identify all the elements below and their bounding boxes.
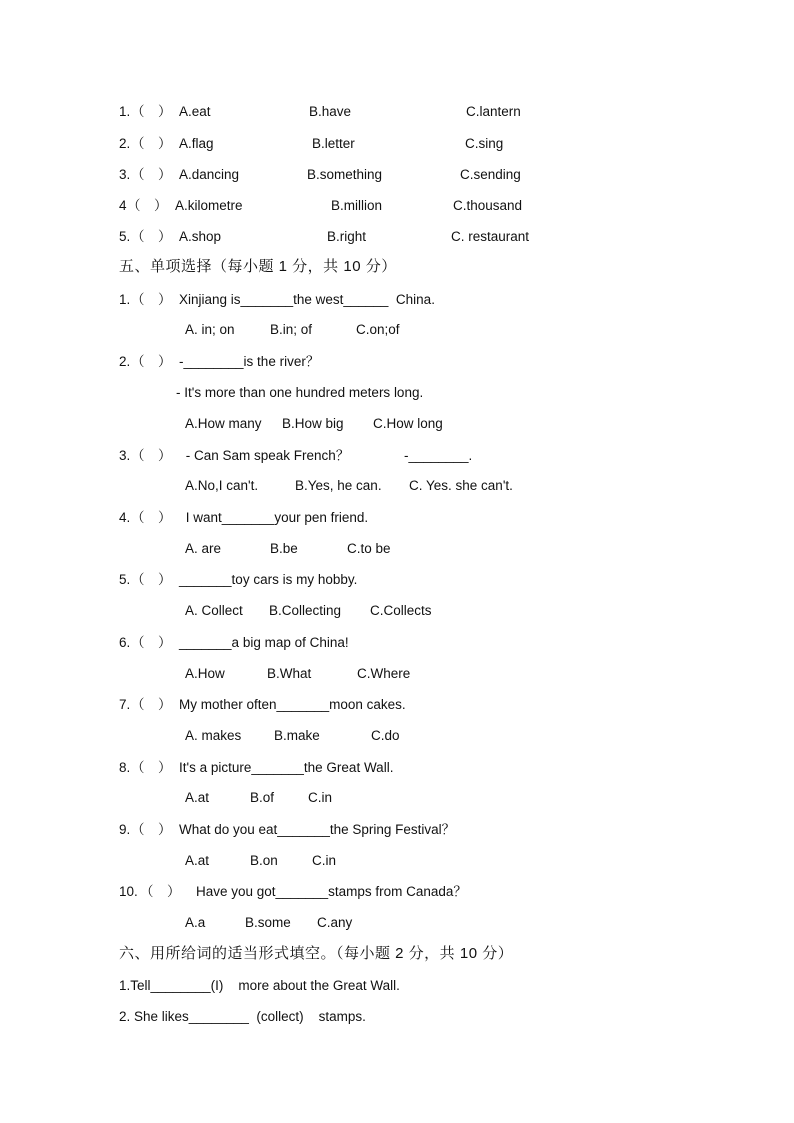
- question-number: 10.: [119, 884, 138, 899]
- fill-blank-item-1[interactable]: 1.Tell________(I) more about the Great Wall.: [119, 978, 400, 993]
- option-b: B.in; of: [270, 322, 313, 337]
- question-number: 1.: [119, 104, 131, 119]
- option-b: B.How big: [282, 416, 344, 431]
- question-number: 8.: [119, 760, 131, 775]
- option-c: C.lantern: [466, 104, 521, 119]
- option-b: B.of: [250, 790, 275, 805]
- option-b: B.have: [309, 104, 352, 119]
- option-c: C.How long: [373, 416, 443, 431]
- option-a: A.at: [185, 853, 210, 868]
- section-heading-part6: 六、用所给词的适当形式填空。（每小题 2 分，共 10 分）: [119, 945, 514, 962]
- option-b: B.some: [245, 915, 291, 930]
- question-text: Xinjiang is_______the west______ China.: [179, 292, 435, 307]
- option-a: A.at: [185, 790, 210, 805]
- question-text: Have you got_______stamps from Canada？: [196, 884, 467, 899]
- option-b: B.Collecting: [269, 603, 342, 618]
- question-number: 2.: [119, 354, 131, 369]
- option-a: A. Collect: [185, 603, 243, 618]
- option-b: B.What: [267, 666, 312, 681]
- option-b: B.letter: [312, 136, 355, 151]
- question-text: What do you eat_______the Spring Festival？: [179, 822, 456, 837]
- option-a: A.flag: [179, 136, 214, 151]
- question-number: 9.: [119, 822, 131, 837]
- option-c: C.Collects: [370, 603, 432, 618]
- option-b: B.on: [250, 853, 278, 868]
- option-a: A.shop: [179, 229, 222, 244]
- answer-blank[interactable]: （ ）: [140, 884, 181, 899]
- option-c: C.sing: [465, 136, 504, 151]
- question-number: 1.: [119, 292, 131, 307]
- question-text: -________is the river？: [179, 354, 320, 369]
- answer-blank[interactable]: （ ）: [131, 697, 172, 712]
- option-c: C.in: [308, 790, 333, 805]
- option-a: A.kilometre: [175, 198, 243, 213]
- section-heading-part5: 五、单项选择（每小题 1 分，共 10 分）: [119, 258, 397, 275]
- answer-blank[interactable]: （ ）: [131, 510, 172, 525]
- reply-text: -________.: [404, 448, 473, 463]
- option-c: C.to be: [347, 541, 391, 556]
- question-number: 5.: [119, 229, 131, 244]
- option-c: C. Yes. she can't.: [409, 478, 513, 493]
- answer-blank[interactable]: （ ）: [131, 572, 172, 587]
- question-number: 3.: [119, 448, 131, 463]
- option-c: C.Where: [357, 666, 411, 681]
- fill-blank-item-2[interactable]: 2. She likes________ (collect) stamps.: [119, 1009, 366, 1024]
- option-a: A.dancing: [179, 167, 240, 182]
- option-a: A.a: [185, 915, 206, 930]
- option-a: A.How: [185, 666, 225, 681]
- question-text: _______a big map of China!: [179, 635, 349, 650]
- answer-blank[interactable]: （ ）: [131, 104, 172, 119]
- answer-blank[interactable]: （ ）: [131, 354, 172, 369]
- answer-blank[interactable]: （ ）: [131, 292, 172, 307]
- option-c: C. restaurant: [451, 229, 530, 244]
- option-c: C.any: [317, 915, 353, 930]
- option-b: B.million: [331, 198, 383, 213]
- option-a: A. are: [185, 541, 222, 556]
- option-a: A.eat: [179, 104, 211, 119]
- option-c: C.on;of: [356, 322, 400, 337]
- reply-text: - It's more than one hundred meters long.: [176, 385, 424, 400]
- answer-blank[interactable]: （ ）: [131, 229, 172, 244]
- answer-blank[interactable]: （ ）: [131, 822, 172, 837]
- question-text: - Can Sam speak French？: [182, 448, 350, 463]
- option-a: A. in; on: [185, 322, 235, 337]
- answer-blank[interactable]: （ ）: [131, 167, 172, 182]
- question-number: 7.: [119, 697, 131, 712]
- option-a: A. makes: [185, 728, 242, 743]
- option-c: C.do: [371, 728, 400, 743]
- answer-blank[interactable]: （ ）: [131, 760, 172, 775]
- question-text: _______toy cars is my hobby.: [179, 572, 358, 587]
- answer-blank[interactable]: （ ）: [131, 635, 172, 650]
- option-b: B.make: [274, 728, 320, 743]
- option-c: C.thousand: [453, 198, 523, 213]
- option-c: C.sending: [460, 167, 521, 182]
- option-b: B.Yes, he can.: [295, 478, 382, 493]
- option-b: B.something: [307, 167, 383, 182]
- question-text: I want_______your pen friend.: [182, 510, 369, 525]
- answer-blank[interactable]: （ ）: [131, 136, 172, 151]
- question-text: It's a picture_______the Great Wall.: [179, 760, 394, 775]
- option-a: A.How many: [185, 416, 262, 431]
- question-number: 6.: [119, 635, 131, 650]
- question-text: My mother often_______moon cakes.: [179, 697, 406, 712]
- option-c: C.in: [312, 853, 337, 868]
- question-number: 4: [119, 198, 127, 213]
- question-number: 5.: [119, 572, 131, 587]
- question-number: 2.: [119, 136, 131, 151]
- question-number: 4.: [119, 510, 131, 525]
- option-b: B.right: [327, 229, 367, 244]
- answer-blank[interactable]: （ ）: [131, 448, 172, 463]
- answer-blank[interactable]: （ ）: [127, 198, 168, 213]
- question-number: 3.: [119, 167, 131, 182]
- option-b: B.be: [270, 541, 298, 556]
- option-a: A.No,I can't.: [185, 478, 259, 493]
